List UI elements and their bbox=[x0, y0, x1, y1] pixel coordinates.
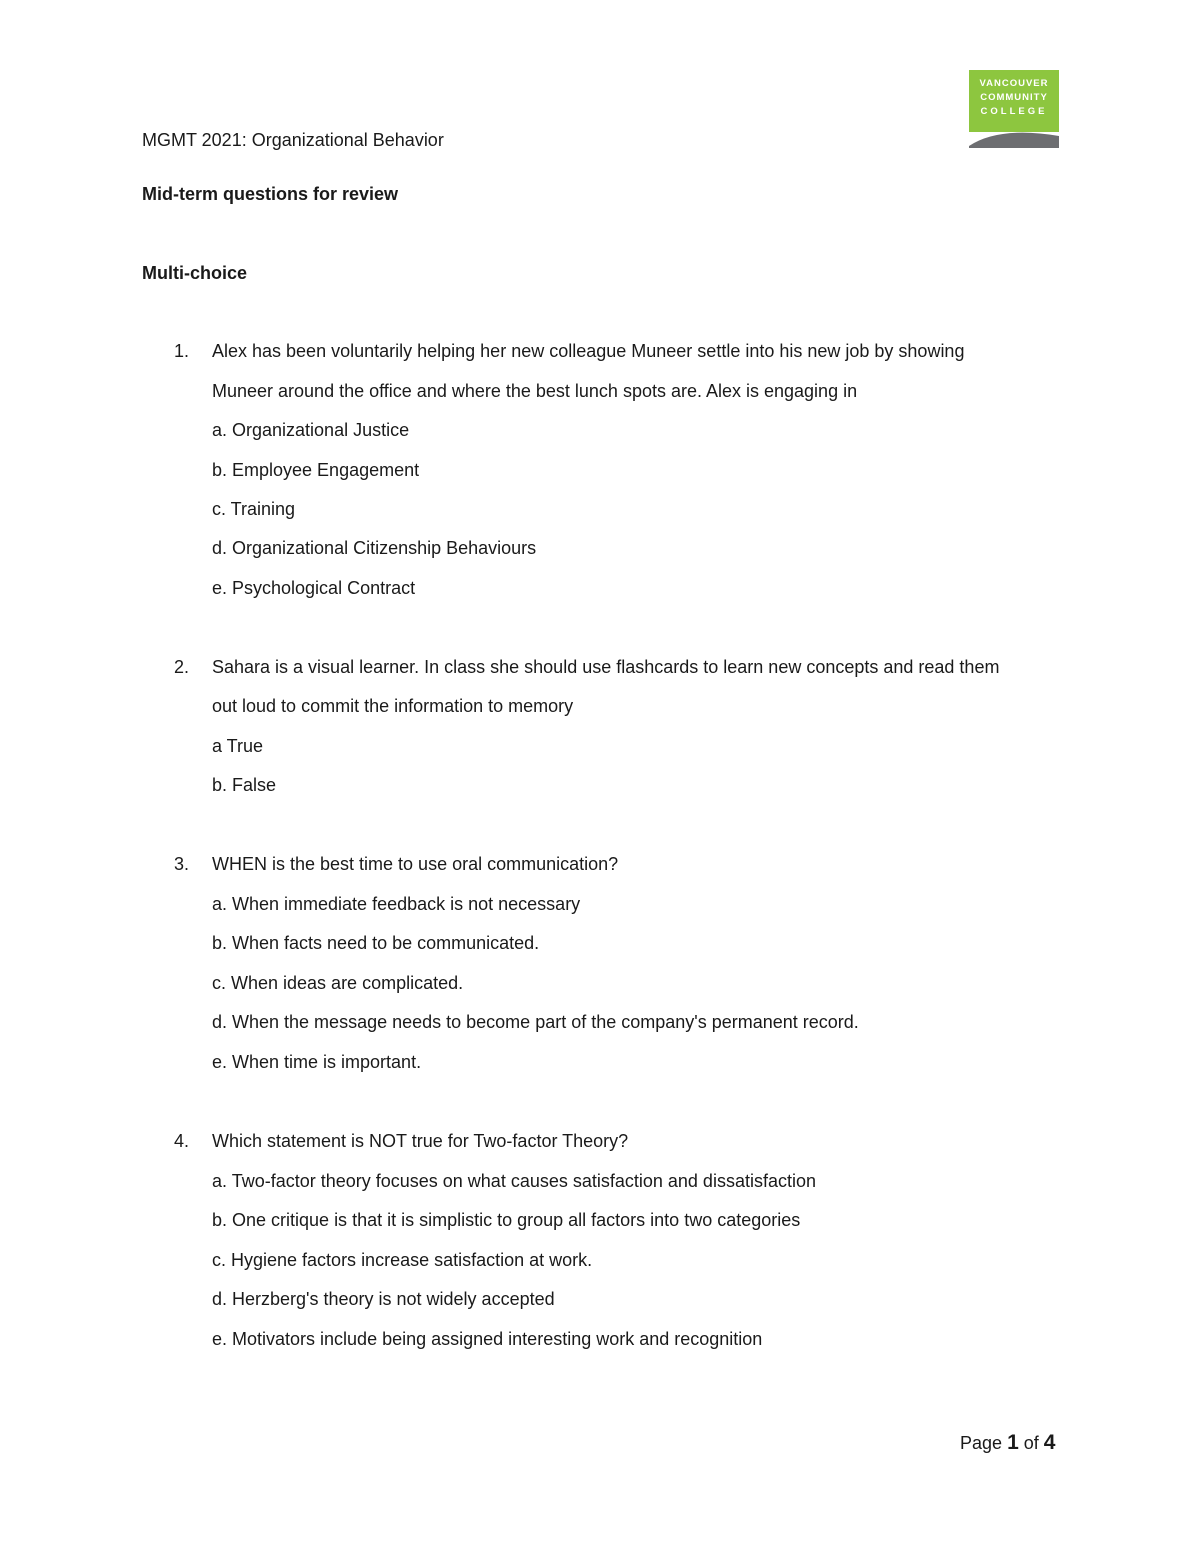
question-text-line: Sahara is a visual learner. In class she should use flashcards to learn new concepts and read them bbox=[212, 657, 1000, 677]
answer-option: b. Employee Engagement bbox=[212, 460, 420, 480]
answer-option: c. Hygiene factors increase satisfaction at work. bbox=[212, 1250, 593, 1270]
answer-option: d. Herzberg's theory is not widely accepted bbox=[212, 1289, 555, 1309]
current-page-number: 1 bbox=[1007, 1431, 1019, 1454]
answer-option: e. When time is important. bbox=[212, 1052, 422, 1072]
question-number: 2. bbox=[174, 657, 190, 677]
question-text-line: Muneer around the office and where the best lunch spots are. Alex is engaging in bbox=[212, 381, 858, 401]
question-text-line: Alex has been voluntarily helping her new colleague Muneer settle into his new job by showing bbox=[212, 341, 965, 361]
logo-line-1: VANCOUVER bbox=[979, 78, 1049, 89]
question-number: 1. bbox=[174, 341, 190, 361]
answer-option: e. Motivators include being assigned interesting work and recognition bbox=[212, 1329, 763, 1349]
question-number: 3. bbox=[174, 854, 190, 874]
page-word: Page bbox=[960, 1433, 1003, 1453]
document-subtitle: Mid-term questions for review bbox=[142, 184, 399, 204]
answer-option: d. Organizational Citizenship Behaviours bbox=[212, 538, 537, 558]
total-pages-number: 4 bbox=[1043, 1431, 1056, 1454]
of-word: of bbox=[1023, 1433, 1039, 1453]
answer-option: a. Two-factor theory focuses on what causes satisfaction and dissatisfaction bbox=[212, 1171, 816, 1191]
section-title: Multi-choice bbox=[142, 263, 248, 283]
answer-option: e. Psychological Contract bbox=[212, 578, 416, 598]
answer-option: b. One critique is that it is simplistic to group all factors into two categories bbox=[212, 1210, 801, 1230]
answer-option: a. Organizational Justice bbox=[212, 420, 410, 440]
logo-swoosh bbox=[969, 133, 1059, 148]
question-number: 4. bbox=[174, 1131, 190, 1151]
page-number-footer bbox=[960, 1430, 1055, 1456]
question-text-line: out loud to commit the information to memory bbox=[212, 696, 574, 716]
answer-option: b. When facts need to be communicated. bbox=[212, 933, 540, 953]
answer-option: d. When the message needs to become part of the company's permanent record. bbox=[212, 1012, 859, 1032]
logo-line-2: COMMUNITY bbox=[980, 92, 1048, 103]
question-text-line: WHEN is the best time to use oral communication? bbox=[212, 854, 619, 874]
answer-option: a True bbox=[212, 736, 264, 756]
answer-option: c. Training bbox=[212, 499, 296, 519]
logo-line-3: COLLEGE bbox=[980, 106, 1048, 117]
answer-option: a. When immediate feedback is not necessary bbox=[212, 894, 581, 914]
vcc-logo bbox=[969, 70, 1059, 148]
question-text-line: Which statement is NOT true for Two-factor Theory? bbox=[212, 1131, 629, 1151]
course-title: MGMT 2021: Organizational Behavior bbox=[142, 130, 444, 150]
answer-option: c. When ideas are complicated. bbox=[212, 973, 464, 993]
answer-option: b. False bbox=[212, 775, 277, 795]
